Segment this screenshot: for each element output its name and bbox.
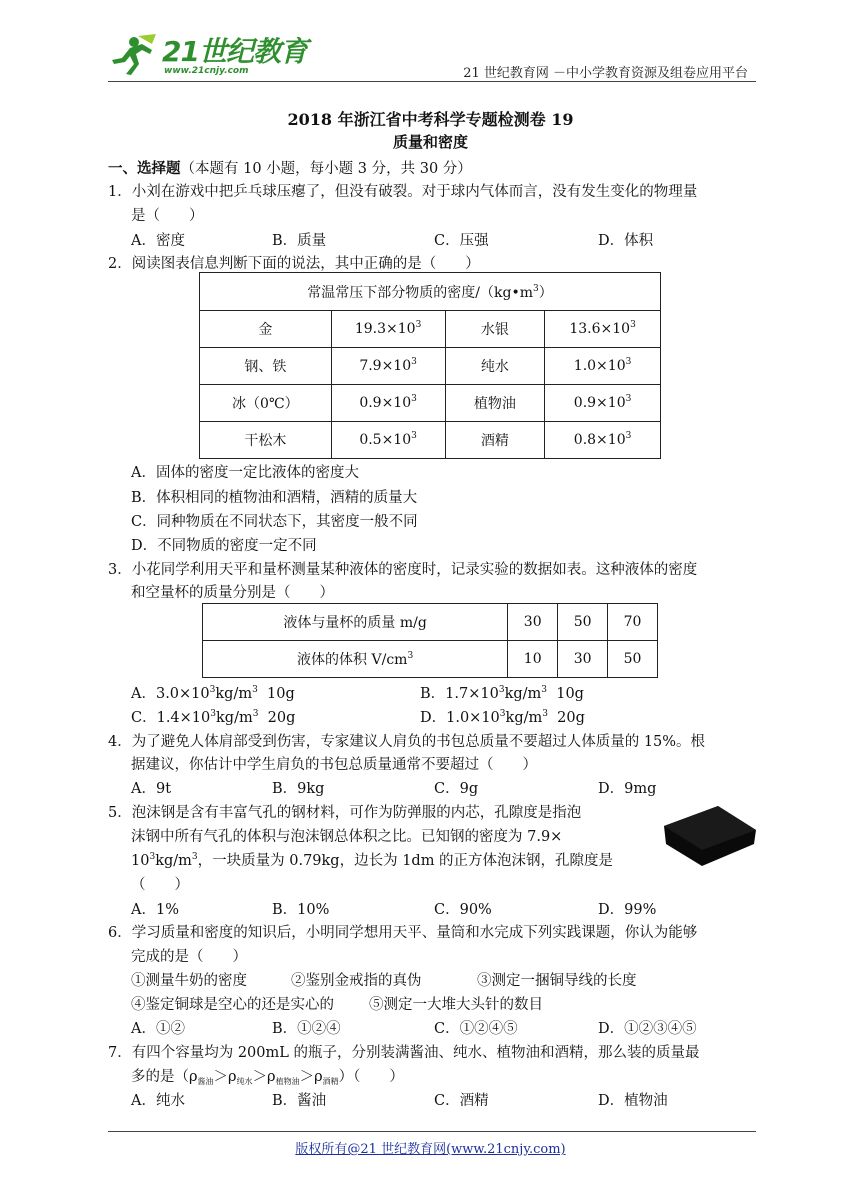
q5-stem-line3: $10^3kg/m^3$，一块质量为 0.79kg，边长为 1dm 的正方体泡沫钢，孔隙度是 xyxy=(131,852,614,869)
table-cell: $1.0\times 10^3$ xyxy=(545,348,661,385)
table-cell: 植物油 xyxy=(445,385,545,422)
q1-option-d: D．体积 xyxy=(598,233,654,249)
table-cell: 纯水 xyxy=(445,348,545,385)
page-subtitle: 质量和密度 xyxy=(392,133,468,151)
logo-url: www.21cnjy.com xyxy=(164,66,249,76)
q3-option-a: A．$3.0\times 10^3kg/m^3$ 10g xyxy=(131,685,295,702)
table-row xyxy=(200,422,661,459)
foam-steel-cube-image xyxy=(660,800,760,870)
table-row xyxy=(200,311,661,348)
q6-item-2: ②鉴别金戒指的真伪 xyxy=(291,973,422,989)
q4-stem-line1: 4．为了避免人体肩部受到伤害，专家建议人肩负的书包总质量不要超过人体质量的 15%。根 xyxy=(108,734,706,750)
q4-option-d: D．9mg xyxy=(598,781,657,797)
table-cell: $0.9\times 10^3$ xyxy=(331,385,445,422)
table-cell: $19.3\times 10^3$ xyxy=(331,311,445,348)
q6-option-a: A．①② xyxy=(131,1021,185,1037)
table-row xyxy=(200,385,661,422)
q7-stem-line1: 7．有四个容量均为 200mL 的瓶子，分别装满酱油、纯水、植物油和酒精，那么装的质量最 xyxy=(108,1045,700,1061)
q3-stem-line2: 和空量杯的质量分别是（ ） xyxy=(131,585,334,601)
table-cell: 50 xyxy=(558,604,608,641)
q7-option-d: D．植物油 xyxy=(598,1093,668,1109)
site-tagline: 21 世纪教育网 －中小学教育资源及组卷应用平台 xyxy=(463,66,748,81)
table-cell: $7.9\times 10^3$ xyxy=(331,348,445,385)
q2-option-b: B．体积相同的植物油和酒精，酒精的质量大 xyxy=(131,490,418,506)
q4-option-b: B．9kg xyxy=(272,781,325,797)
q6-item-5: ⑤测定一大堆大头针的数目 xyxy=(369,997,543,1013)
q3-option-b: B．$1.7\times 10^3kg/m^3$ 10g xyxy=(420,685,584,702)
table-cell: 10 xyxy=(508,641,558,678)
q1-option-c: C．压强 xyxy=(434,233,489,249)
table-cell: 50 xyxy=(608,641,658,678)
copyright-link[interactable]: 版权所有@21 世纪教育网(www.21cnjy.com) xyxy=(295,1142,566,1157)
table-cell: $0.5\times 10^3$ xyxy=(331,422,445,459)
q6-item-4: ④鉴定铜球是空心的还是实心的 xyxy=(131,997,334,1013)
q4-stem-line2: 据建议，你估计中学生肩负的书包总质量通常不要超过（ ） xyxy=(131,757,537,773)
measurement-table xyxy=(202,603,658,678)
logo xyxy=(108,30,308,80)
q6-option-d: D．①②③④⑤ xyxy=(598,1021,697,1037)
q7-option-b: B．酱油 xyxy=(272,1093,327,1109)
table-cell: 金 xyxy=(200,311,332,348)
page-title: 2018 年浙江省中考科学专题检测卷 19 xyxy=(287,110,574,129)
section-label: 一、选择题 xyxy=(108,160,181,177)
table-cell: 冰（0℃） xyxy=(200,385,332,422)
q5-option-b: B．10% xyxy=(272,902,330,918)
q1-stem-line2: 是（ ） xyxy=(131,208,204,224)
q5-stem-line4: （ ） xyxy=(131,877,189,893)
table-cell: $0.8\times 10^3$ xyxy=(545,422,661,459)
q6-stem-line2: 完成的是（ ） xyxy=(131,949,247,965)
table-cell: 水银 xyxy=(445,311,545,348)
header-divider xyxy=(108,81,756,82)
q1-option-a: A．密度 xyxy=(131,233,185,249)
q5-option-c: C．90% xyxy=(434,902,492,918)
footer-divider xyxy=(108,1131,756,1132)
q7-option-a: A．纯水 xyxy=(131,1093,185,1109)
q5-option-a: A．1% xyxy=(131,902,179,918)
q3-option-c: C．$1.4\times 10^3kg/m^3$ 20g xyxy=(131,709,296,726)
table-cell: 液体与量杯的质量 m/g xyxy=(203,604,508,641)
table-row xyxy=(200,348,661,385)
q3-option-d: D．$1.0\times 10^3kg/m^3$ 20g xyxy=(420,709,585,726)
q6-option-b: B．①②④ xyxy=(272,1021,341,1037)
q2-option-a: A．固体的密度一定比液体的密度大 xyxy=(131,465,359,481)
q3-stem-line1: 3．小花同学利用天平和量杯测量某种液体的密度时，记录实验的数据如表。这种液体的密度 xyxy=(108,562,698,578)
q2-option-c: C．同种物质在不同状态下，其密度一般不同 xyxy=(131,514,418,530)
section-note: （本题有 10 小题，每小题 3 分，共 30 分） xyxy=(180,161,472,177)
q5-stem-line2: 沫钢中所有气孔的体积与泡沫钢总体积之比。已知钢的密度为 7.9× xyxy=(131,829,563,845)
q6-stem-line1: 6．学习质量和密度的知识后，小明同学想用天平、量筒和水完成下列实践课题，你认为能够 xyxy=(108,925,698,941)
q2-stem: 2．阅读图表信息判断下面的说法，其中正确的是（ ） xyxy=(108,256,480,272)
table-cell: 钢、铁 xyxy=(200,348,332,385)
section-heading xyxy=(108,157,472,178)
table-row xyxy=(203,604,658,641)
page-header xyxy=(108,30,756,82)
q5-option-d: D．99% xyxy=(598,902,657,918)
logo-text: 21世纪教育 xyxy=(162,35,307,68)
density-table xyxy=(199,272,661,459)
q5-stem-line1: 5．泡沫钢是含有丰富气孔的钢材料，可作为防弹服的内芯，孔隙度是指泡 xyxy=(108,805,582,821)
q4-option-c: C．9g xyxy=(434,781,479,797)
q1-stem-line1: 1．小刘在游戏中把乒乓球压瘪了，但没有破裂。对于球内气体而言，没有发生变化的物理量 xyxy=(108,184,698,200)
q2-option-d: D．不同物质的密度一定不同 xyxy=(131,538,317,554)
runner-logo-icon xyxy=(108,32,160,76)
q6-item-3: ③测定一捆铜导线的长度 xyxy=(477,973,637,989)
q4-option-a: A．9t xyxy=(131,781,172,797)
table-cell: $13.6\times 10^3$ xyxy=(545,311,661,348)
q6-option-c: C．①②④⑤ xyxy=(434,1021,518,1037)
table-cell: $0.9\times 10^3$ xyxy=(545,385,661,422)
table-row xyxy=(203,641,658,678)
table-cell: 液体的体积 $V/cm^3$ xyxy=(203,641,508,678)
q1-option-b: B．质量 xyxy=(272,233,327,249)
table-cell: 酒精 xyxy=(445,422,545,459)
density-table-title: 常温常压下部分物质的密度$/(kg•m^3)$ xyxy=(200,273,661,311)
table-cell: 30 xyxy=(508,604,558,641)
table-cell: 70 xyxy=(608,604,658,641)
q6-item-1: ①测量牛奶的密度 xyxy=(131,973,247,989)
table-cell: 30 xyxy=(558,641,608,678)
q7-option-c: C．酒精 xyxy=(434,1093,489,1109)
q7-stem-line2: 多的是$(\rho_{酱油}>\rho_{纯水}>\rho_{植物油}>\rho_{酒精})$（ ） xyxy=(131,1069,404,1086)
table-cell: 干松木 xyxy=(200,422,332,459)
